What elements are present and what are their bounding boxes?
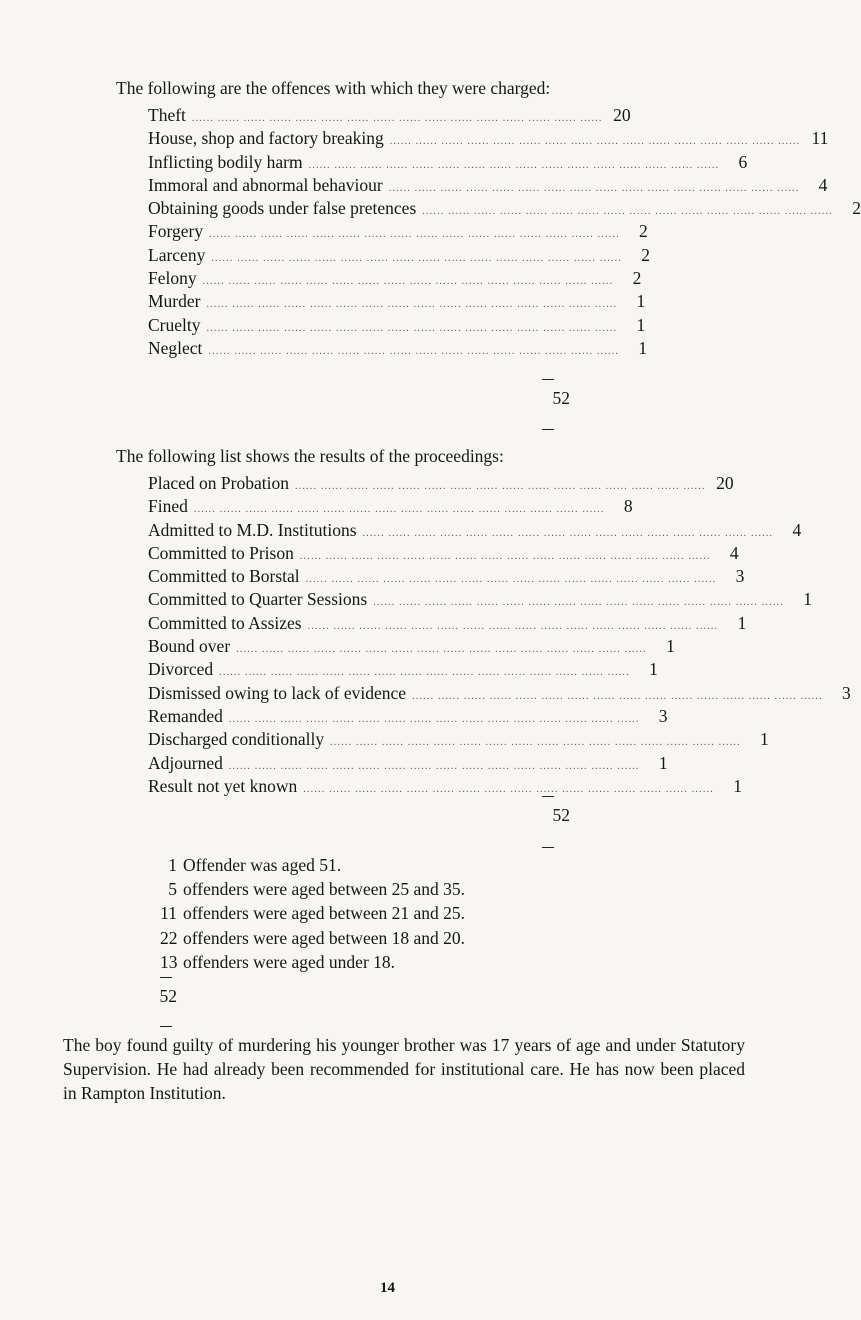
result-row	[148, 775, 742, 798]
age-group-text: offenders were aged between 18 and 20.	[183, 927, 465, 948]
result-count: 1	[649, 659, 658, 680]
result-label: Fined	[148, 496, 188, 517]
age-group-text: offenders were aged under 18.	[183, 951, 396, 972]
age-group-count: 1	[168, 855, 177, 875]
result-row	[148, 519, 802, 542]
age-group-count: 11	[160, 903, 177, 924]
offence-label: Obtaining goods under false pretences	[148, 198, 417, 219]
offence-count: 4	[818, 174, 828, 195]
offence-row	[148, 337, 648, 360]
result-label: Bound over	[148, 636, 231, 657]
result-label: Committed to Assizes	[148, 612, 302, 633]
offence-count: 2	[632, 268, 642, 289]
age-group-text: offenders were aged between 25 and 35.	[183, 879, 465, 900]
offence-count: 2	[641, 244, 651, 265]
ages-total: 52	[159, 986, 177, 1006]
result-count: 1	[658, 752, 668, 773]
offence-count: 1	[636, 314, 646, 335]
dot-leader: ...... ...... ...... ...... ...... ...... ...... ...... ...... ...... ...... ...... ...... ...... ...... ......	[362, 527, 774, 539]
offence-row	[148, 174, 828, 197]
age-group-row	[160, 877, 580, 901]
result-label: Remanded	[148, 705, 223, 726]
result-row	[148, 612, 747, 635]
page-number: 14	[380, 1280, 395, 1296]
offence-row	[148, 290, 646, 313]
result-label: Admitted to M.D. Institutions	[148, 519, 357, 540]
result-count: 20	[716, 473, 734, 493]
results-total: 52	[552, 805, 570, 825]
dot-leader: ...... ...... ...... ...... ...... ...... ...... ...... ...... ...... ...... ...... ...... ...... ...... ......	[208, 345, 620, 357]
dot-leader: ...... ...... ...... ...... ...... ...... ...... ...... ...... ...... ...... ...... ...... ...... ...... ......	[236, 644, 647, 656]
result-count: 8	[623, 496, 633, 517]
result-count: 3	[735, 566, 745, 587]
offences-total-rule-bottom	[542, 429, 554, 430]
offence-label: Neglect	[148, 337, 203, 358]
result-label: Committed to Quarter Sessions	[148, 589, 368, 610]
dot-leader: ...... ...... ...... ...... ...... ...... ...... ...... ...... ...... ...... ...... ...... ...... ...... ......	[294, 481, 706, 492]
offence-count: 11	[811, 128, 829, 149]
result-row	[148, 752, 668, 775]
result-row	[148, 682, 851, 705]
offence-count: 1	[636, 291, 646, 312]
age-group-count: 22	[160, 927, 178, 948]
dot-leader: ...... ...... ...... ...... ...... ...... ...... ...... ...... ...... ...... ...... ...... ...... ...... ......	[330, 737, 741, 749]
age-group-text: Offender was aged 51.	[183, 855, 342, 875]
result-label: Committed to Prison	[148, 542, 294, 563]
result-count: 1	[737, 612, 747, 633]
result-label: Result not yet known	[148, 775, 298, 796]
dot-leader: ...... ...... ...... ...... ...... ...... ...... ...... ...... ...... ...... ...... ...... ...... ...... ......	[193, 504, 605, 516]
result-count: 1	[760, 729, 769, 750]
offences-total: 52	[552, 388, 570, 408]
result-count: 3	[842, 682, 851, 703]
offence-row	[148, 220, 648, 243]
results-total-rule-bottom	[542, 847, 554, 848]
result-label: Divorced	[148, 659, 214, 680]
result-row	[148, 728, 769, 751]
offence-count: 2	[639, 221, 648, 242]
result-label: Discharged conditionally	[148, 729, 325, 750]
offence-label: House, shop and factory breaking	[148, 128, 384, 149]
offences-list	[148, 104, 861, 360]
results-list	[148, 472, 851, 798]
dot-leader: ...... ...... ...... ...... ...... ...... ...... ...... ...... ...... ...... ...... ...... ...... ...... ......	[307, 620, 719, 632]
offence-row	[148, 151, 748, 174]
dot-leader: ...... ...... ...... ...... ...... ...... ...... ...... ...... ...... ...... ...... ...... ...... ...... ......	[308, 159, 720, 171]
offence-count: 1	[638, 337, 648, 358]
result-count: 3	[658, 705, 668, 726]
murder-note-paragraph: The boy found guilty of murdering his younger brother was 17 years of age and under Statutory Supervision. He had already been recommended for institutional care. He has now been placed in Rampton Institution.	[63, 1035, 745, 1103]
offence-label: Immoral and abnormal behaviour	[148, 174, 383, 195]
result-label: Adjourned	[148, 752, 223, 773]
offences-intro: The following are the offences with which they were charged:	[116, 78, 551, 98]
age-group-text: offenders were aged between 21 and 25.	[183, 903, 465, 924]
dot-leader: ...... ...... ...... ...... ...... ...... ...... ...... ...... ...... ...... ...... ...... ...... ...... ......	[303, 783, 714, 795]
result-row	[148, 472, 734, 495]
offence-label: Cruelty	[148, 314, 201, 335]
ages-total-rule	[160, 977, 172, 978]
dot-leader: ...... ...... ...... ...... ...... ...... ...... ...... ...... ...... ...... ...... ...... ...... ...... ......	[206, 322, 618, 334]
age-group-row	[160, 926, 580, 950]
dot-leader: ...... ...... ...... ...... ...... ...... ...... ...... ...... ...... ...... ...... ...... ...... ...... ......	[211, 252, 623, 264]
dot-leader: ...... ...... ...... ...... ...... ...... ...... ...... ...... ...... ...... ...... ...... ...... ...... ......	[388, 182, 800, 194]
dot-leader: ...... ...... ...... ...... ...... ...... ...... ...... ...... ...... ...... ...... ...... ...... ...... ......	[389, 136, 801, 148]
result-row	[148, 658, 658, 681]
age-group-count: 5	[168, 879, 177, 900]
dot-leader: ...... ...... ...... ...... ...... ...... ...... ...... ...... ...... ...... ...... ...... ...... ...... ......	[228, 713, 640, 725]
dot-leader: ...... ...... ...... ...... ...... ...... ...... ...... ...... ...... ...... ...... ...... ...... ...... ......	[191, 113, 603, 124]
offence-row	[148, 197, 861, 220]
dot-leader: ...... ...... ...... ...... ...... ...... ...... ...... ...... ...... ...... ...... ...... ...... ...... ......	[209, 229, 620, 241]
ages-total-rule-bottom	[160, 1026, 172, 1027]
offence-row	[148, 244, 651, 267]
age-group-count: 13	[160, 951, 178, 972]
result-count: 4	[729, 542, 739, 563]
offence-label: Forgery	[148, 221, 204, 242]
offence-label: Murder	[148, 291, 201, 312]
age-group-row	[160, 950, 580, 974]
result-row	[148, 542, 739, 565]
offence-row	[148, 127, 829, 150]
offences-total-rule	[542, 379, 554, 380]
result-count: 1	[733, 775, 742, 796]
offence-label: Larceny	[148, 244, 206, 265]
result-count: 1	[803, 589, 812, 610]
offence-row	[148, 104, 631, 127]
offence-label: Theft	[148, 105, 186, 125]
offence-label: Felony	[148, 268, 197, 289]
result-label: Dismissed owing to lack of evidence	[148, 682, 407, 703]
dot-leader: ...... ...... ...... ...... ...... ...... ...... ...... ...... ...... ...... ...... ...... ...... ...... ......	[202, 276, 614, 288]
result-count: 4	[792, 519, 802, 540]
results-total-rule	[542, 796, 554, 797]
offence-label: Inflicting bodily harm	[148, 151, 303, 172]
result-row	[148, 588, 812, 611]
dot-leader: ...... ...... ...... ...... ...... ...... ...... ...... ...... ...... ...... ...... ...... ...... ...... ......	[373, 597, 784, 609]
dot-leader: ...... ...... ...... ...... ...... ...... ...... ...... ...... ...... ...... ...... ...... ...... ...... ......	[206, 299, 618, 311]
result-label: Committed to Borstal	[148, 566, 300, 587]
dot-leader: ...... ...... ...... ...... ...... ...... ...... ...... ...... ...... ...... ...... ...... ...... ...... ......	[412, 690, 823, 702]
offence-row	[148, 267, 642, 290]
offence-row	[148, 314, 646, 337]
result-row	[148, 705, 668, 728]
dot-leader: ...... ...... ...... ...... ...... ...... ...... ...... ...... ...... ...... ...... ...... ...... ...... ......	[228, 760, 640, 772]
dot-leader: ...... ...... ...... ...... ...... ...... ...... ...... ...... ...... ...... ...... ...... ...... ...... ......	[422, 206, 833, 218]
age-group-row	[160, 853, 580, 877]
dot-leader: ...... ...... ...... ...... ...... ...... ...... ...... ...... ...... ...... ...... ...... ...... ...... ......	[219, 667, 630, 679]
results-intro: The following list shows the results of the proceedings:	[116, 446, 504, 466]
result-count: 1	[666, 636, 675, 657]
offence-count: 6	[738, 151, 748, 172]
dot-leader: ...... ...... ...... ...... ...... ...... ...... ...... ...... ...... ...... ...... ...... ...... ...... ......	[305, 574, 717, 586]
result-row	[148, 565, 745, 588]
dot-leader: ...... ...... ...... ...... ...... ...... ...... ...... ...... ...... ...... ...... ...... ...... ...... ......	[299, 550, 711, 562]
result-row	[148, 635, 675, 658]
result-label: Placed on Probation	[148, 473, 289, 493]
offence-count: 2	[852, 198, 861, 219]
result-row	[148, 495, 633, 518]
offence-count: 20	[613, 105, 631, 125]
ages-list	[160, 853, 580, 974]
age-group-row	[160, 901, 580, 925]
